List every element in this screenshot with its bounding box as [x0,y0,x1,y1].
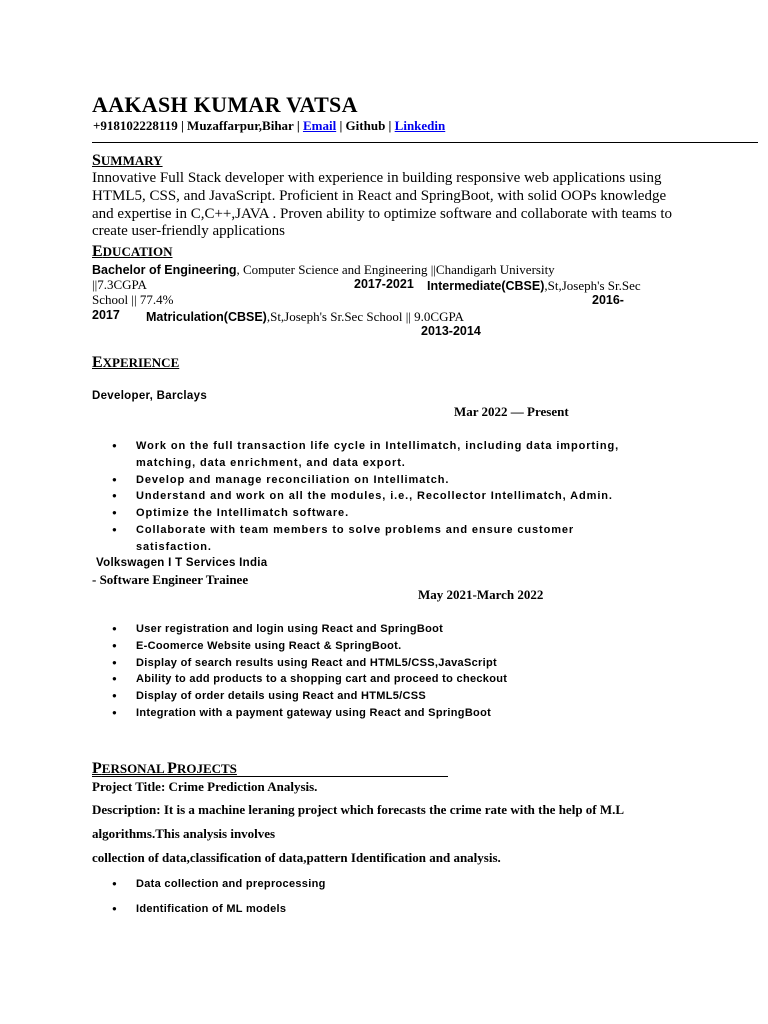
list-item: ● Collaborate with team members to solve problems and ensure customer satisfaction. [112,522,652,556]
list-item: ● Data collection and preprocessing [112,876,512,893]
intermediate-school-score: School || 77.4% [92,292,174,307]
job2-dates: May 2021-March 2022 [418,587,544,602]
job1-title: Developer, Barclays [92,390,208,402]
summary-heading-text: UMMARY [100,153,163,168]
list-item: ● User registration and login using React and SpringBoot [112,621,652,638]
degree-detail: , Computer Science and Engineering ||Chandigarh University [236,262,555,277]
summary-line: create user-friendly applications [92,223,285,239]
candidate-name: AAKASH KUMAR VATSA [92,92,358,117]
job2-bullet-list [112,621,652,722]
intermediate-year-start: 2016- [592,293,624,307]
degree-years: 2017-2021 [354,277,414,291]
list-item: ● Display of search results using React and HTML5/CSS,JavaScript [112,655,652,672]
phone-location: +918102228119 | Muzaffarpur,Bihar | [93,118,303,133]
list-item: ● Develop and manage reconciliation on Intellimatch. [112,472,652,489]
matriculation-detail: ,St,Joseph's Sr.Sec School || 9.0CGPA [266,309,464,324]
project-description: collection of data,classification of data,pattern Identification and analysis. [92,850,501,865]
project-description: algorithms.This analysis involves [92,826,276,841]
list-item: ● Display of order details using React and HTML5/CSS [112,688,652,705]
list-item: ● Integration with a payment gateway using React and SpringBoot [112,705,652,722]
list-item: ● E-Coomerce Website using React & SpringBoot. [112,638,652,655]
intermediate-year-end: 2017 [92,308,120,322]
contact-line [93,118,445,134]
project-bullet-list [112,876,512,918]
matriculation-label: Matriculation(CBSE) [146,310,267,324]
education-heading: EDUCATION [92,243,173,260]
summary-line: Innovative Full Stack developer with experience in building responsive web applications using [92,170,662,186]
list-item: ● Work on the full transaction life cycle in Intellimatch, including data importing, matching, data enrichment, and data export. [112,438,652,472]
degree-name: Bachelor of Engineering [92,263,237,277]
intermediate-label: Intermediate(CBSE) [427,279,545,293]
matriculation-line [146,308,464,326]
job2-company: Volkswagen I T Services India [96,557,268,569]
projects-rule [92,776,448,777]
linkedin-link[interactable]: Linkedin [394,118,446,133]
job1-bullet-list [112,438,652,556]
intermediate-school: ,St,Joseph's Sr.Sec [544,278,641,293]
list-item: ● Ability to add products to a shopping cart and proceed to checkout [112,671,652,688]
degree-cgpa: ||7.3CGPA [92,277,147,292]
project-title: Project Title: Crime Prediction Analysis. [92,779,318,794]
header-rule [92,142,758,143]
summary-line: and expertise in C,C++,JAVA . Proven ability to optimize software and collaborate with teams to [92,206,673,222]
list-item: ● Optimize the Intellimatch software. [112,505,652,522]
list-item: ● Identification of ML models [112,901,512,918]
email-link[interactable]: Email [302,118,337,133]
job1-dates: Mar 2022 — Present [454,404,569,419]
matriculation-years: 2013-2014 [421,324,481,338]
project-description: Description: It is a machine leraning project which forecasts the crime rate with the help of M.L [92,802,625,817]
summary-line: HTML5, CSS, and JavaScript. Proficient in React and SpringBoot, with solid OOPs knowledge [92,188,667,204]
projects-heading: PERSONAL PROJECTS [92,760,237,777]
experience-heading: EXPERIENCE [92,354,180,371]
job2-title: - Software Engineer Trainee [92,572,249,587]
list-item: ● Understand and work on all the modules, i.e., Recollector Intellimatch, Admin. [112,488,652,505]
summary-heading: SUMMARY [92,152,163,169]
github-label[interactable]: | Github | [336,118,395,133]
